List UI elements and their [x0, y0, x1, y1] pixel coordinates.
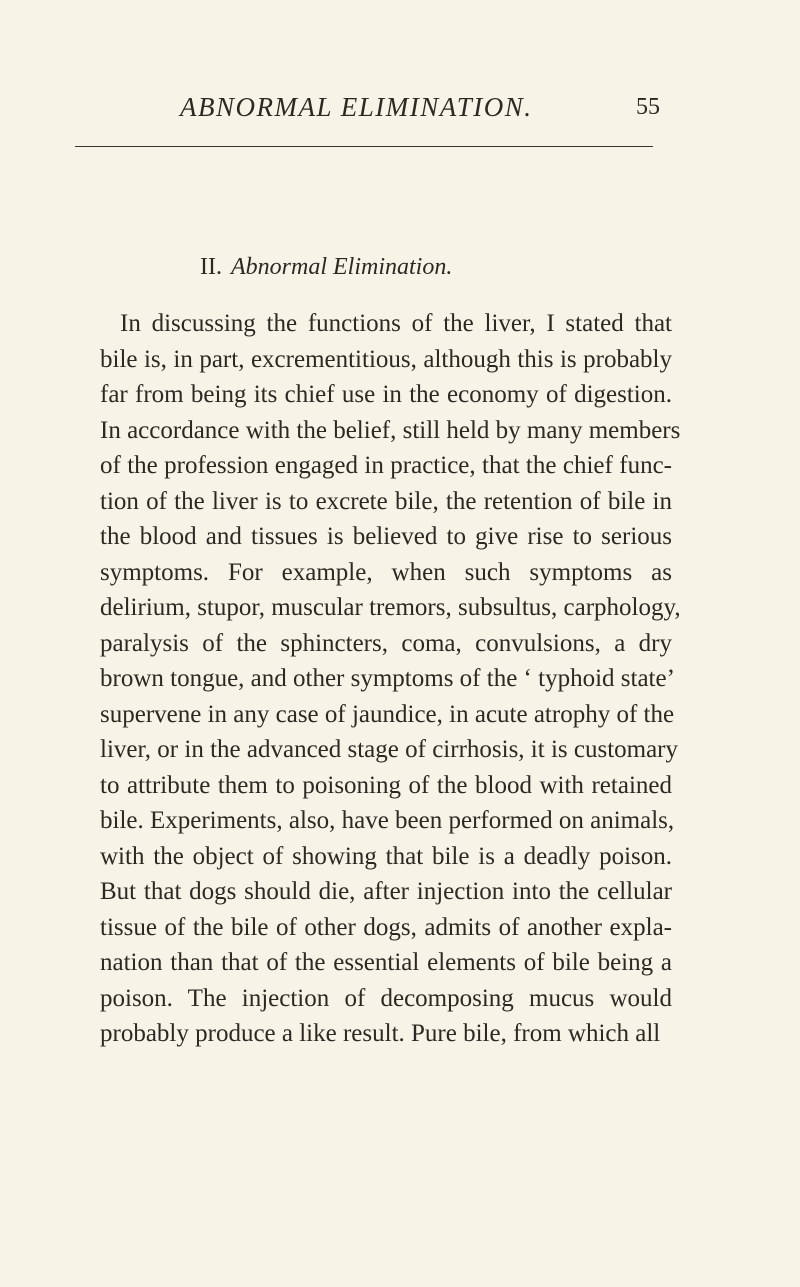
text-line: far from being its chief use in the economy of digestion.: [100, 381, 672, 408]
text-line: In accordance with the belief, still held by many members: [100, 416, 681, 444]
text-line: bile. Experiments, also, have been performed on animals,: [100, 807, 675, 834]
text-line: liver, or in the advanced stage of cirrhosis, it is customary: [100, 736, 679, 763]
text-line: But that dogs should die, after injection into the cellular: [100, 878, 672, 905]
page-number: 55: [636, 94, 660, 120]
body-paragraph: [100, 306, 681, 1052]
text-line: In discussing the functions of the liver, I stated that: [120, 310, 672, 337]
text-line: tissue of the bile of other dogs, admits of another expla-: [100, 913, 672, 941]
section-title: Abnormal Elimination.: [230, 254, 453, 280]
text-line: probably produce a like result. Pure bile, from which all: [100, 1020, 661, 1047]
text-line: symptoms. For example, when such symptoms as: [100, 558, 672, 586]
section-heading: [200, 254, 452, 281]
text-line: brown tongue, and other symptoms of the ‘ typhoid state’: [100, 665, 675, 692]
text-line: supervene in any case of jaundice, in acute atrophy of the: [100, 700, 675, 728]
text-line: the blood and tissues is believed to give rise to serious: [100, 523, 672, 550]
text-line: paralysis of the sphincters, coma, convulsions, a dry: [100, 629, 672, 657]
page-header: [160, 92, 660, 132]
text-line: of the profession engaged in practice, that the chief func-: [100, 452, 672, 479]
section-number: II.: [200, 254, 222, 280]
running-title: ABNORMAL ELIMINATION.: [180, 92, 533, 122]
text-line: delirium, stupor, muscular tremors, subsultus, carphology,: [100, 594, 681, 621]
text-line: with the object of showing that bile is a deadly poison.: [100, 842, 672, 870]
text-line: poison. The injection of decomposing mucus would: [100, 984, 672, 1012]
header-rule: [75, 146, 653, 147]
text-line: to attribute them to poisoning of the blood with retained: [100, 771, 672, 799]
text-line: tion of the liver is to excrete bile, the retention of bile in: [100, 487, 672, 515]
text-line: bile is, in part, excrementitious, although this is probably: [100, 345, 672, 373]
text-line: nation than that of the essential elements of bile being a: [100, 949, 672, 976]
